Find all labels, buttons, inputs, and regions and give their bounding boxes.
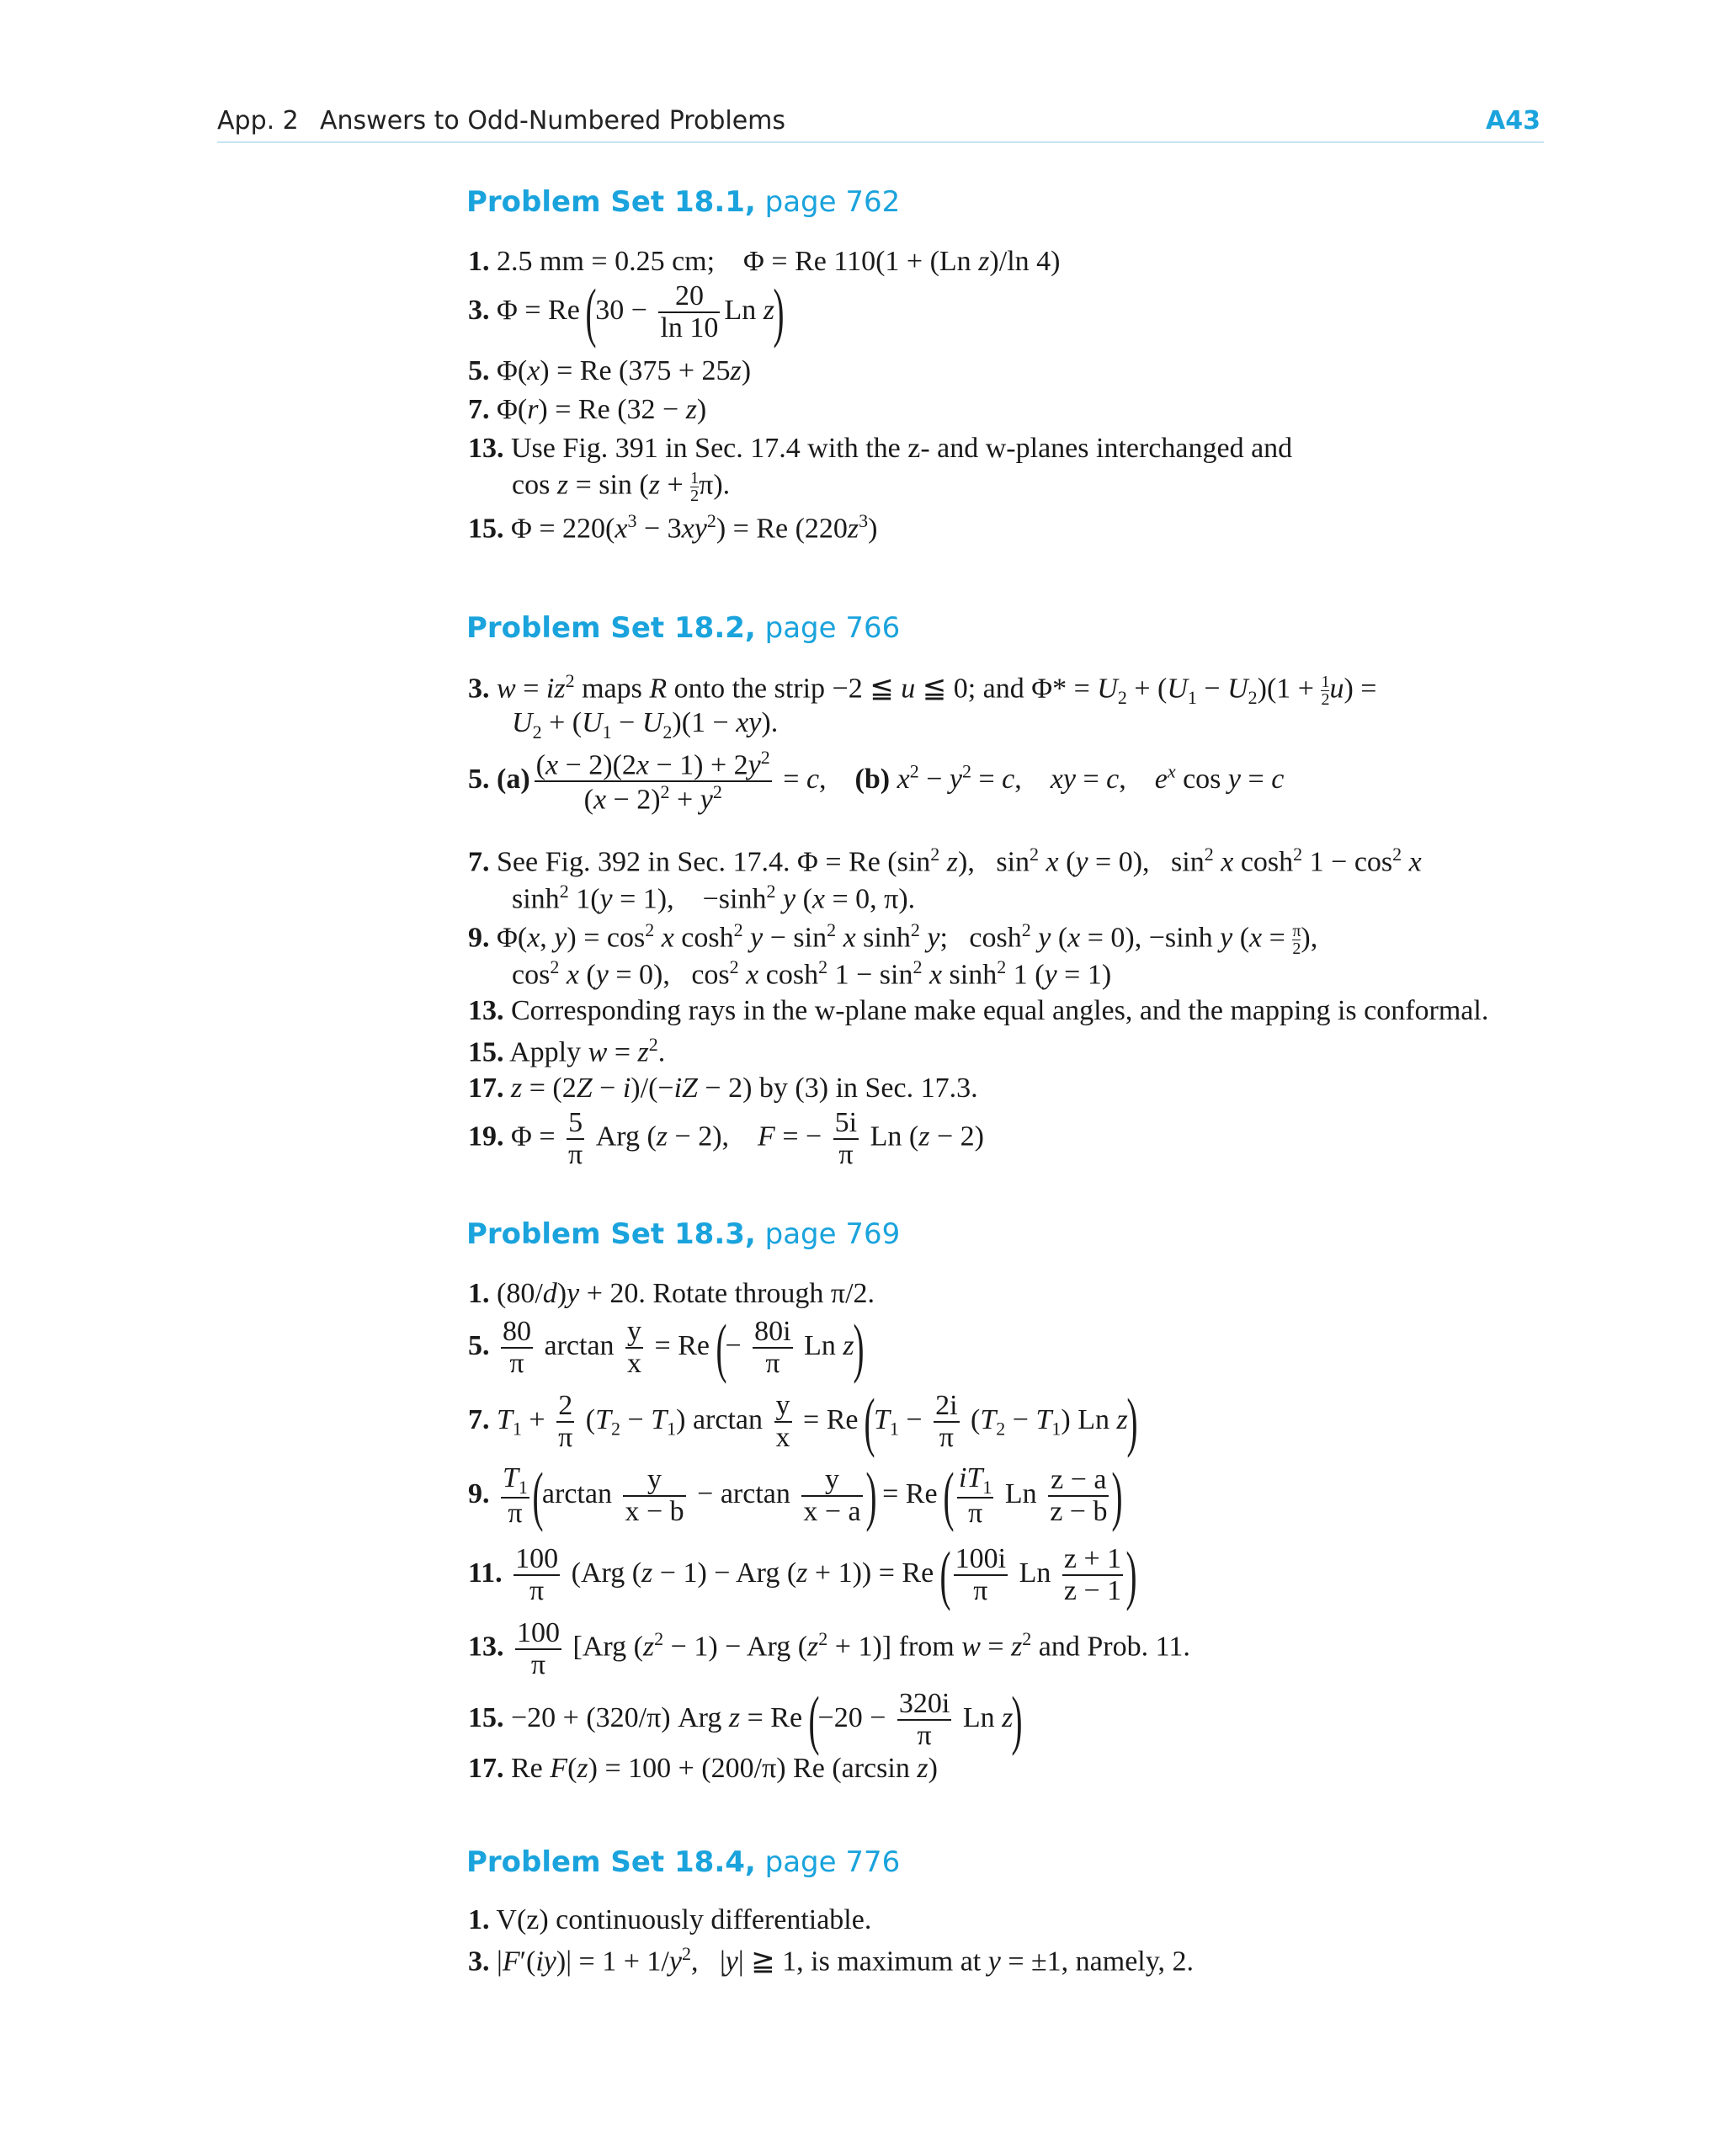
denominator: π [939,1422,954,1453]
problem-number: 3. [468,673,490,705]
denominator: π [558,1422,573,1453]
part-label: (b) [854,763,891,795]
numerator: 5i [834,1107,858,1138]
answer-line: 7. See Fig. 392 in Sec. 17.4. Φ = Re ($\sin^2$ z), $\sin^2 x$ (y = 0), $\sin^2 x$ $\cosh^2 1 - \cos^2 x$ [468,844,1422,878]
numerator: 20 [658,281,720,313]
problem-set-page: page 762 [764,185,901,219]
answer-text: V(z) continuously differentiable. [496,1904,872,1935]
answer-line: cos z = sin (z + $\frac{1}{2}$ π). [512,469,731,505]
answer-line [468,997,1488,1025]
numerator: 2i [935,1390,958,1422]
answer-line: 3. $|F'(iy)| = 1 + 1/y^2$, |y| ≧ 1, is maximum at y = ±1, namely, 2. [468,1943,1195,1978]
answer-line: 7. Φ(r) = Re (32 − z) [468,394,707,425]
problem-number: 13. [468,1631,504,1663]
numerator: z − a [1048,1465,1109,1497]
problem-number: 17. [468,1073,504,1104]
problem-number: 5. [468,763,490,795]
numerator: 1 [690,469,700,487]
answer-line: $U_2 + (U_1 - U_2)(1 - xy)$. [512,707,779,743]
problem-number: 1. [468,1904,490,1935]
numerator: y [775,1390,790,1422]
part-label: (a) [497,763,530,795]
problem-number: 17. [468,1753,504,1784]
denominator: x − a [803,1496,861,1527]
answer-line: 15. Apply $w = z^2$. [468,1034,666,1068]
answer-line: 7. $T_1$ + $\frac{2}{\pi}$ $(T_2 - T_1)$ arctan $\frac{y}{x}$ = Re ($T_1$ − $\frac{2i}{\pi}$ $(T_2 - T_1)$ Ln z) [468,1385,1138,1458]
denominator: 2 [690,487,700,505]
numerator: 2 [556,1391,574,1423]
denominator: 2 [1321,690,1330,710]
denominator: π [968,1498,983,1530]
problem-number: 5. [468,355,490,386]
problem-set-heading [466,185,900,219]
problem-number: 15. [468,1036,504,1068]
denominator: x [627,1348,642,1379]
problem-set-heading [466,1217,900,1251]
numerator: 1 [1321,673,1330,692]
answer-line: 17. Re F(z) = 100 + (200/π) Re (arcsin z) [468,1753,938,1784]
numerator: z + 1 [1063,1543,1122,1575]
answer-line: 1. 2.5 mm = 0.25 cm; Φ = Re 110(1 + (Ln z)/ln 4) [468,246,1061,277]
numerator: π [1292,922,1301,941]
answer-text: Use Fig. 391 in Sec. 17.4 with the z- and w-planes interchanged and [511,433,1293,464]
numerator: 100 [515,1543,559,1575]
problem-number: 7. [468,394,490,425]
problem-number: 3. [468,1946,490,1978]
problem-set-page: page 766 [764,611,901,645]
numerator: 5 [567,1108,584,1140]
answer-line: 5. $\frac{80}{\pi}$ arctan $\frac{y}{x}$ = Re (− $\frac{80i}{\pi}$ Ln z) [468,1311,865,1384]
running-head [217,103,1544,143]
denominator: π [973,1575,988,1606]
answer-line: 5. (a) $\frac{(x - 2)(2x - 1) + 2y^2}{(x - 2)^2 + y^2}$ = c, (b) $x^2 - y^2 = c$, xy = c, $e^x$ cos y = c [468,747,1285,816]
problem-set-title: Problem Set 18.1, [466,185,756,219]
section-title: Answers to Odd-Numbered Problems [320,106,786,136]
answer-line: $\sinh^2 1(y = 1)$, $-\sinh^2$ y (x = 0, π). [512,881,916,915]
problem-number: 15. [468,1701,504,1733]
answer-line: 1. (80/d)y + 20. Rotate through π/2. [468,1278,875,1309]
answer-line: 11. $\frac{100}{\pi}$ (Arg (z − 1) − Arg (z + 1)) = Re ( $\frac{100i}{\pi}$ Ln $\frac{z + 1}{z - 1}$ ) [468,1538,1137,1611]
problem-set-heading [466,1845,900,1879]
denominator: π [529,1575,545,1606]
denominator: x − b [625,1496,684,1527]
problem-number: 19. [468,1121,504,1153]
answer-line [468,1906,871,1935]
numerator: y [623,1465,685,1497]
problem-number: 5. [468,1329,490,1361]
answer-line: 9. $\frac{T_1}{\pi}$ (arctan $\frac{y}{x - b}$ − arctan $\frac{y}{x - a}$ ) = Re ( $\frac{iT_1}{\pi}$ Ln $\frac{z - a}{z - b}$ ) [468,1459,1123,1532]
problem-number: 7. [468,1403,490,1435]
problem-number: 9. [468,1477,490,1509]
problem-number: 1. [468,1278,490,1309]
page-number: A43 [1486,106,1540,136]
numerator: 100i [955,1543,1007,1575]
denominator: x [775,1422,790,1453]
answer-line: 13. $\frac{100}{\pi}$ [Arg $(z^2 - 1)$ − Arg $(z^2 + 1)$] from $w = z^2$ and Prob. 11. [468,1617,1190,1680]
denominator: π [765,1348,780,1379]
denominator: ln 10 [660,312,719,343]
problem-set-page: page 769 [764,1217,901,1251]
problem-number: 13. [468,433,504,464]
answer-line: 3. Φ = Re (30 − $\frac{20}{\ln 10}$ Ln z) [468,275,785,349]
denominator: z − 1 [1063,1575,1122,1606]
problem-set-title: Problem Set 18.3, [466,1217,756,1251]
answer-line: 19. Φ = $\frac{5}{\pi}$ Arg (z − 2), F = − $\frac{5i}{\pi}$ Ln (z − 2) [468,1107,984,1170]
problem-set-page: page 776 [764,1845,901,1879]
answer-line [468,434,1292,463]
denominator: π [509,1348,524,1379]
denominator: π [838,1138,854,1170]
problem-number: 15. [468,513,504,545]
answer-line: $\cos^2 x$ (y = 0), $\cos^2 x$ $\cosh^2 1 - \sin^2 x$ $\sinh^2 1$ (y = 1) [512,956,1112,991]
numerator: y [801,1465,862,1497]
answer-line: 5. Φ(x) = Re (375 + 25z) [468,355,752,386]
answer-line: 15. $\Phi = 220(x^3 - 3xy^2) = Re$ $(220z^3)$ [468,510,878,545]
problem-number: 9. [468,922,490,954]
numerator: 320i [898,1688,950,1720]
denominator: π [530,1648,546,1680]
answer-text: Corresponding rays in the w-plane make equal angles, and the mapping is conformal. [511,995,1489,1026]
problem-set-heading [466,611,900,645]
numerator: 80 [503,1316,531,1348]
appendix-label: App. 2 [217,106,299,136]
numerator: y [627,1316,642,1348]
problem-set-title: Problem Set 18.2, [466,611,756,645]
denominator: 2 [1292,940,1301,959]
problem-number: 13. [468,995,504,1026]
denominator: π [568,1138,583,1170]
answer-line: 15. −20 + (320/π) Arg z = Re (−20 − $\frac{320i}{\pi}$ Ln z) [468,1683,1023,1756]
answer-line: 17. z = (2Z − i)/(−iZ − 2) by (3) in Sec. 17.3. [468,1073,978,1104]
problem-number: 3. [468,294,490,326]
answer-line: 9. Φ(x, $y) = \cos^2 x$ $\cosh^2 y - \sin^2 x$ $\sinh^2 y$; $\cosh^2 y$ (x = 0), −sinh y (x = $\frac{\pi}{2}$ ), [468,919,1318,959]
problem-number: 7. [468,846,490,878]
denominator: π [508,1498,523,1530]
denominator: π [917,1720,932,1751]
answer-line: 3. $w = iz^2$ maps R onto the strip −2 ≦ u ≦ 0; and $\Phi* = U_2 + (U_1 - U_2)(1$ + $\frac{1}{2}$ u) = [468,670,1377,710]
problem-set-title: Problem Set 18.4, [466,1845,756,1879]
numerator: 80i [754,1316,791,1348]
denominator: z − b [1050,1496,1108,1527]
problem-number: 11. [468,1557,503,1589]
numerator: 100 [517,1617,560,1648]
problem-number: 1. [468,246,490,277]
